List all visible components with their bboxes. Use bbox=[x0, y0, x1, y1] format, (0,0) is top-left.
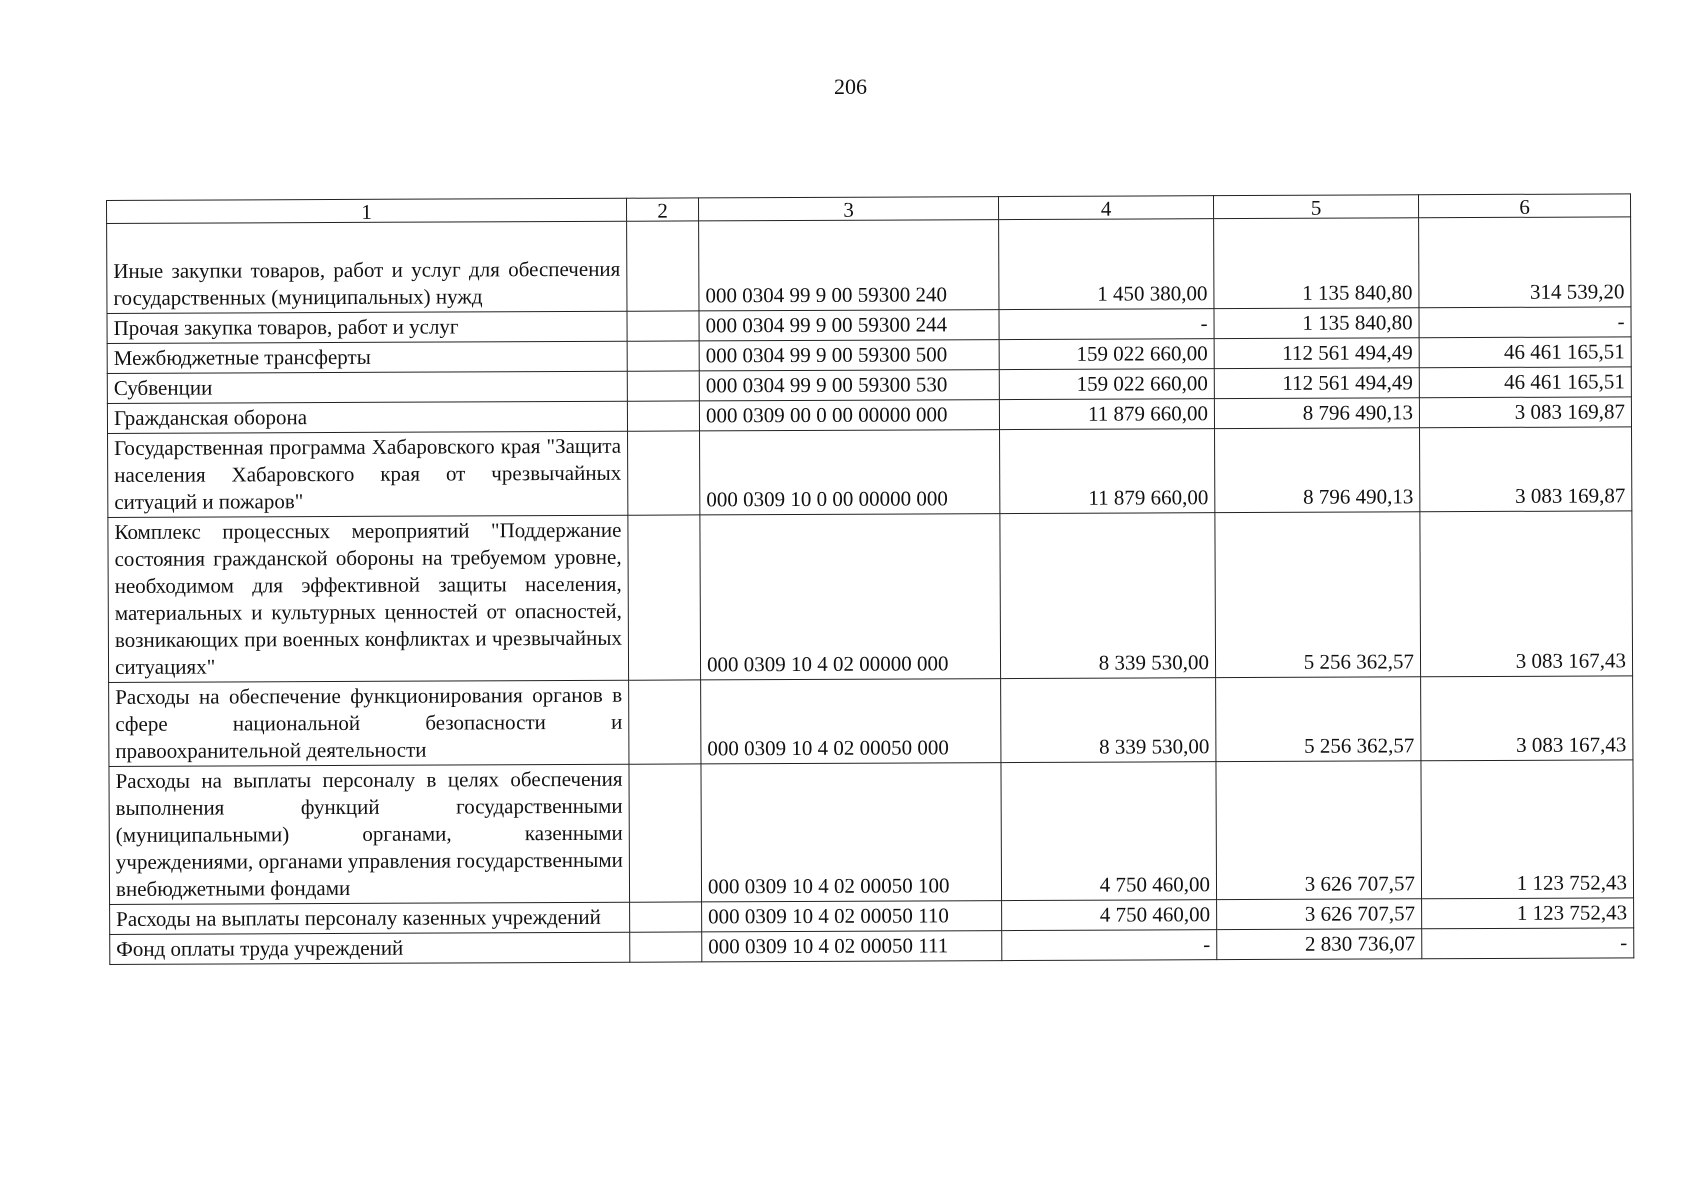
row-value-6: 3 083 169,87 bbox=[1420, 427, 1632, 512]
row-code: 000 0309 10 4 02 00050 110 bbox=[702, 901, 1002, 932]
row-col2 bbox=[630, 902, 702, 932]
header-col-3: 3 bbox=[698, 197, 998, 221]
row-col2 bbox=[627, 311, 699, 341]
row-name: Прочая закупка товаров, работ и услуг bbox=[107, 311, 627, 343]
header-col-5: 5 bbox=[1213, 195, 1418, 219]
row-value-4: 1 450 380,00 bbox=[999, 219, 1214, 310]
row-value-4: 4 750 460,00 bbox=[1001, 762, 1217, 901]
table-row bbox=[108, 511, 1633, 683]
row-value-6: 314 539,20 bbox=[1419, 217, 1631, 308]
row-value-5: 1 135 840,80 bbox=[1214, 218, 1419, 309]
row-value-4: 8 339 530,00 bbox=[1001, 678, 1216, 763]
row-name: Фонд оплаты труда учреждений bbox=[110, 932, 630, 964]
row-value-4: 11 879 660,00 bbox=[999, 399, 1214, 430]
row-col2 bbox=[627, 221, 699, 311]
row-col2 bbox=[630, 932, 702, 962]
table-row bbox=[109, 760, 1634, 905]
row-col2 bbox=[629, 680, 701, 764]
row-name: Иные закупки товаров, работ и услуг для обеспечения государственных (муниципальных) нужд bbox=[107, 221, 627, 313]
row-code: 000 0304 99 9 00 59300 500 bbox=[699, 340, 999, 371]
row-code: 000 0309 10 4 02 00000 000 bbox=[700, 514, 1001, 680]
row-value-5: 3 626 707,57 bbox=[1216, 761, 1422, 900]
row-value-4: - bbox=[1002, 930, 1217, 961]
row-col2 bbox=[628, 431, 700, 515]
row-value-4: 159 022 660,00 bbox=[999, 369, 1214, 400]
row-code: 000 0309 10 0 00 00000 000 bbox=[700, 430, 1000, 515]
row-value-4: 159 022 660,00 bbox=[999, 339, 1214, 370]
row-value-6: 46 461 165,51 bbox=[1419, 337, 1631, 368]
row-value-6: - bbox=[1422, 928, 1634, 959]
table-row bbox=[108, 427, 1632, 518]
row-name: Гражданская оборона bbox=[107, 401, 627, 433]
row-name: Расходы на обеспечение функционирования органов в сфере национальной безопасности и правоохранительной деятельности bbox=[109, 680, 629, 766]
row-value-5: 8 796 490,13 bbox=[1215, 428, 1420, 513]
table-body bbox=[107, 217, 1634, 965]
row-value-6: 3 083 169,87 bbox=[1419, 397, 1631, 428]
row-name: Государственная программа Хабаровского края "Защита населения Хабаровского края от чрезвычайных ситуаций и пожаров" bbox=[108, 431, 628, 517]
row-value-5: 8 796 490,13 bbox=[1214, 398, 1419, 429]
row-name: Расходы на выплаты персоналу в целях обеспечения выполнения функций государственными (муниципальными) органами, казенными учреждениями, органами управления государственными внебюджетными фондами bbox=[109, 764, 630, 904]
header-col-4: 4 bbox=[998, 196, 1213, 220]
row-code: 000 0309 10 4 02 00050 000 bbox=[701, 679, 1001, 764]
row-value-4: 11 879 660,00 bbox=[1000, 429, 1215, 514]
row-code: 000 0309 10 4 02 00050 100 bbox=[701, 763, 1002, 902]
row-value-4: - bbox=[999, 309, 1214, 340]
row-code: 000 0304 99 9 00 59300 240 bbox=[699, 220, 999, 311]
row-value-6: - bbox=[1419, 307, 1631, 338]
page-number: 206 bbox=[834, 74, 867, 99]
row-code: 000 0309 00 0 00 00000 000 bbox=[699, 400, 999, 431]
table-row bbox=[110, 928, 1634, 965]
row-name: Комплекс процессных мероприятий "Поддержание состояния гражданской обороны на требуемом уровне, необходимом для эффективной защиты населения, материальных и культурных ценностей от опасностей, возникающих при военных конфликтах и чрезвычайных ситуациях" bbox=[108, 515, 629, 682]
row-col2 bbox=[627, 341, 699, 371]
row-col2 bbox=[627, 371, 699, 401]
header-col-2: 2 bbox=[626, 198, 698, 221]
table-row bbox=[107, 217, 1631, 314]
row-value-5: 112 561 494,49 bbox=[1214, 338, 1419, 369]
row-value-5: 5 256 362,57 bbox=[1215, 512, 1421, 678]
row-code: 000 0304 99 9 00 59300 530 bbox=[699, 370, 999, 401]
row-value-5: 1 135 840,80 bbox=[1214, 308, 1419, 339]
row-value-5: 2 830 736,07 bbox=[1217, 929, 1422, 960]
row-col2 bbox=[627, 401, 699, 431]
row-value-5: 3 626 707,57 bbox=[1217, 899, 1422, 930]
row-value-5: 112 561 494,49 bbox=[1214, 368, 1419, 399]
row-col2 bbox=[629, 764, 702, 902]
row-value-6: 3 083 167,43 bbox=[1421, 676, 1633, 761]
row-col2 bbox=[628, 515, 701, 680]
row-name: Расходы на выплаты персоналу казенных учреждений bbox=[110, 902, 630, 934]
row-value-6: 1 123 752,43 bbox=[1422, 898, 1634, 929]
table-row bbox=[109, 676, 1633, 767]
row-value-4: 4 750 460,00 bbox=[1002, 900, 1217, 931]
row-value-6: 3 083 167,43 bbox=[1420, 511, 1633, 677]
row-value-6: 46 461 165,51 bbox=[1419, 367, 1631, 398]
row-value-4: 8 339 530,00 bbox=[1000, 513, 1216, 679]
row-name: Межбюджетные трансферты bbox=[107, 341, 627, 373]
row-name: Субвенции bbox=[107, 371, 627, 403]
row-value-5: 5 256 362,57 bbox=[1216, 677, 1421, 762]
budget-table bbox=[106, 193, 1634, 965]
header-col-1: 1 bbox=[107, 198, 627, 223]
row-code: 000 0309 10 4 02 00050 111 bbox=[702, 931, 1002, 962]
row-code: 000 0304 99 9 00 59300 244 bbox=[699, 310, 999, 341]
header-col-6: 6 bbox=[1418, 194, 1630, 218]
row-value-6: 1 123 752,43 bbox=[1421, 760, 1634, 899]
